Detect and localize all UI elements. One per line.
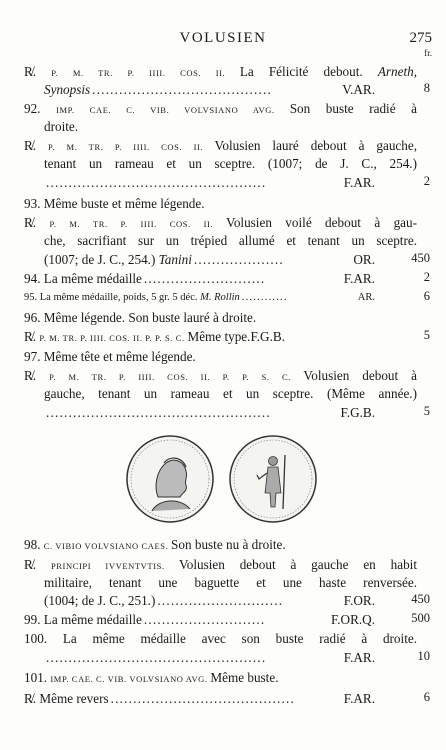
entry-text [24,670,279,685]
entry-number: 95. [24,292,40,303]
description: Volusien lauré debout à gauche, [214,138,417,153]
entry-line [44,81,417,99]
entry-number: 98. [24,537,44,552]
grade-metal-label: OR. [353,252,375,267]
entry-text [24,101,417,116]
entry-text [24,690,109,708]
entry-number: R̸. [24,557,51,572]
price: 5 [423,404,430,418]
price: 10 [417,649,430,663]
entry-text [24,329,250,344]
coin-legend: P. M. TR. P. IIII. COS. II. P. P. S. C. [39,333,188,343]
entry-text [24,289,240,307]
reference: Arneth, [377,64,417,79]
entry-line [24,556,417,575]
entry-text [24,611,142,629]
entry-line [24,137,417,156]
coin-legend: IMP. CAE. C. VIB. VOLVSIANO AVG. [50,674,211,684]
entry-text [24,349,196,364]
entry-number: 99. [24,612,44,627]
description: La même médaille, poids, 5 gr. 5 déc. [39,292,201,303]
entry-text [24,368,417,383]
grade-metal-label: AR. [357,292,375,303]
grade-metal [342,81,375,99]
coin-legend: C. VIBIO VOLVSIANO CAES. [43,541,172,551]
page-title: VOLUSIEN [179,30,267,46]
entry-number: 94. [24,271,44,286]
price: 450 [411,251,430,265]
entry-text [24,310,256,325]
grade-metal [358,289,375,307]
leader-dots: ........................... [143,271,266,286]
price: 6 [423,289,430,303]
entry-line [44,155,417,173]
reference: Tanini [158,252,192,267]
entry-text [44,156,417,171]
description: gauche, tenant un rameau et un sceptre. (Même année.) [44,386,417,401]
entry-text [24,215,417,230]
grade-metal [344,174,375,192]
price: 2 [423,174,430,188]
page-number: 275 [409,30,432,46]
description: La même médaille [43,612,142,627]
description: La même médaille [43,271,142,286]
entry-line [24,348,417,366]
grade-metal [344,270,375,288]
entry-text [24,557,417,572]
price: 450 [411,592,430,606]
description: Volusien voilé debout à gau- [226,215,417,230]
entry-line [24,214,417,233]
reference: Synopsis [44,82,91,97]
coin-legend: P. M. TR. P. IIII. COS. II. P. P. S. C. [49,372,304,382]
entry-text [44,592,155,610]
entry-line [44,232,417,250]
entry-line [24,328,417,347]
price: 5 [423,328,430,342]
price: 6 [423,690,430,704]
entry-line [24,195,417,213]
entry-text [44,251,192,269]
description: (1007; de J. C., 254.) [44,252,159,267]
leader-dots: ............................ [157,593,284,608]
leader-dots: .................................................. [46,405,271,420]
coin-obverse-illustration [124,433,216,525]
entry-line [24,669,417,688]
entry-number: 92. [24,101,57,116]
entry-text [24,138,417,153]
description: Même tête et même légende. [43,349,196,364]
description: droite. [44,119,79,134]
grade-metal-label: F.AR. [343,650,375,665]
coin-legend: PRINCIPI IVVENTVTIS. [50,561,179,571]
entry-line [24,63,417,82]
reference: M. Rollin [200,292,240,303]
grade-metal [331,611,375,629]
grade-metal-label: F.OR. [343,593,375,608]
entry-text [44,575,417,590]
grade-metal [344,649,375,667]
entry-line [44,251,417,269]
entry-line [24,100,417,119]
coin-legend: P. M. TR. P. IIII. COS. II. [48,142,215,152]
description: tenant un rameau et un sceptre. (1007; de J. C., 254.) [44,156,417,171]
coin-legend: IMP. CAE. C. VIB. VOLVSIANO AVG. [56,105,290,115]
description: che, sacrifiant sur un trépied allumé et tenant un sceptre. [44,233,417,248]
price: 2 [423,270,430,284]
entry-number: R̸. [24,64,52,79]
description: Volusien debout à gauche en habit [178,557,417,572]
entry-line [24,309,417,327]
leader-dots: ................................................. [46,650,267,665]
entry-text [24,631,417,646]
entry-number: 101. [24,670,51,685]
entry-text [44,386,417,401]
entry-line [24,690,417,708]
grade-metal [344,690,375,708]
entry-text [44,233,417,248]
description: (1004; de J. C., 251.) [44,593,156,608]
description: Même légende. Son buste lauré à droite. [43,310,257,325]
entry-number: R̸. [24,138,49,153]
coin-legend: P. M. TR. P. IIII. COS. II. [51,68,240,78]
grade-metal-label: F.AR. [343,271,375,286]
grade-metal [250,329,285,344]
entry-number: R̸. [24,329,40,344]
grade-metal-label: F.AR. [343,175,375,190]
entry-line [24,289,417,307]
price: 8 [423,81,430,95]
grade-metal [341,404,376,422]
description: La même médaille avec son buste radié à droite. [62,631,417,646]
entry-line [44,404,417,422]
description: Même type. [187,329,251,344]
description: Son buste radié à [289,101,417,116]
entry-line [24,611,417,629]
currency-mark: fr. [424,48,432,58]
description: Même buste et même légende. [43,196,205,211]
grade-metal-label: F.G.B. [250,329,285,344]
description: militaire, tenant une baguette et une haste renversée. [44,575,417,590]
entry-line [44,118,417,136]
entry-text [24,196,205,211]
grade-metal [344,592,375,610]
leader-dots: ........................................ [92,82,273,97]
entry-number: 97. [24,349,44,364]
grade-metal-label: V.AR. [342,82,375,97]
entry-text [44,81,90,99]
entry-line [24,270,417,288]
entry-line [44,649,417,667]
entry-line [24,536,417,555]
entry-line [44,174,417,192]
entry-line [44,385,417,403]
leader-dots: ........................... [143,612,266,627]
description: Même revers [39,691,109,706]
coin-reverse-illustration [227,433,319,525]
entry-line [24,630,417,648]
grade-metal-label: F.AR. [343,691,375,706]
entry-number: R̸. [24,215,50,230]
price: 500 [411,611,430,625]
leader-dots: ................................................. [46,175,267,190]
entry-text [24,270,142,288]
entry-text [24,64,417,79]
grade-metal-label: F.G.B. [340,405,375,420]
entry-number: R̸. [24,691,40,706]
leader-dots: ............ [241,292,288,303]
leader-dots: .................... [193,252,284,267]
description: Volusien debout à [303,368,417,383]
entry-number: R̸. [24,368,50,383]
coin-legend: P. M. TR. P. IIII. COS. II. [49,219,226,229]
entry-line [24,367,417,386]
grade-metal-label: F.OR.Q. [330,612,375,627]
entry-number: 96. [24,310,44,325]
entry-text [44,119,78,134]
entry-line [44,574,417,592]
grade-metal [353,251,375,269]
leader-dots: ......................................... [110,691,295,706]
entry-number: 93. [24,196,44,211]
entry-number: 100. [24,631,63,646]
entry-line [44,592,417,610]
description: La Félicité debout. [239,64,378,79]
entry-text [24,537,286,552]
description: Son buste nu à droite. [171,537,286,552]
description: Même buste. [210,670,279,685]
